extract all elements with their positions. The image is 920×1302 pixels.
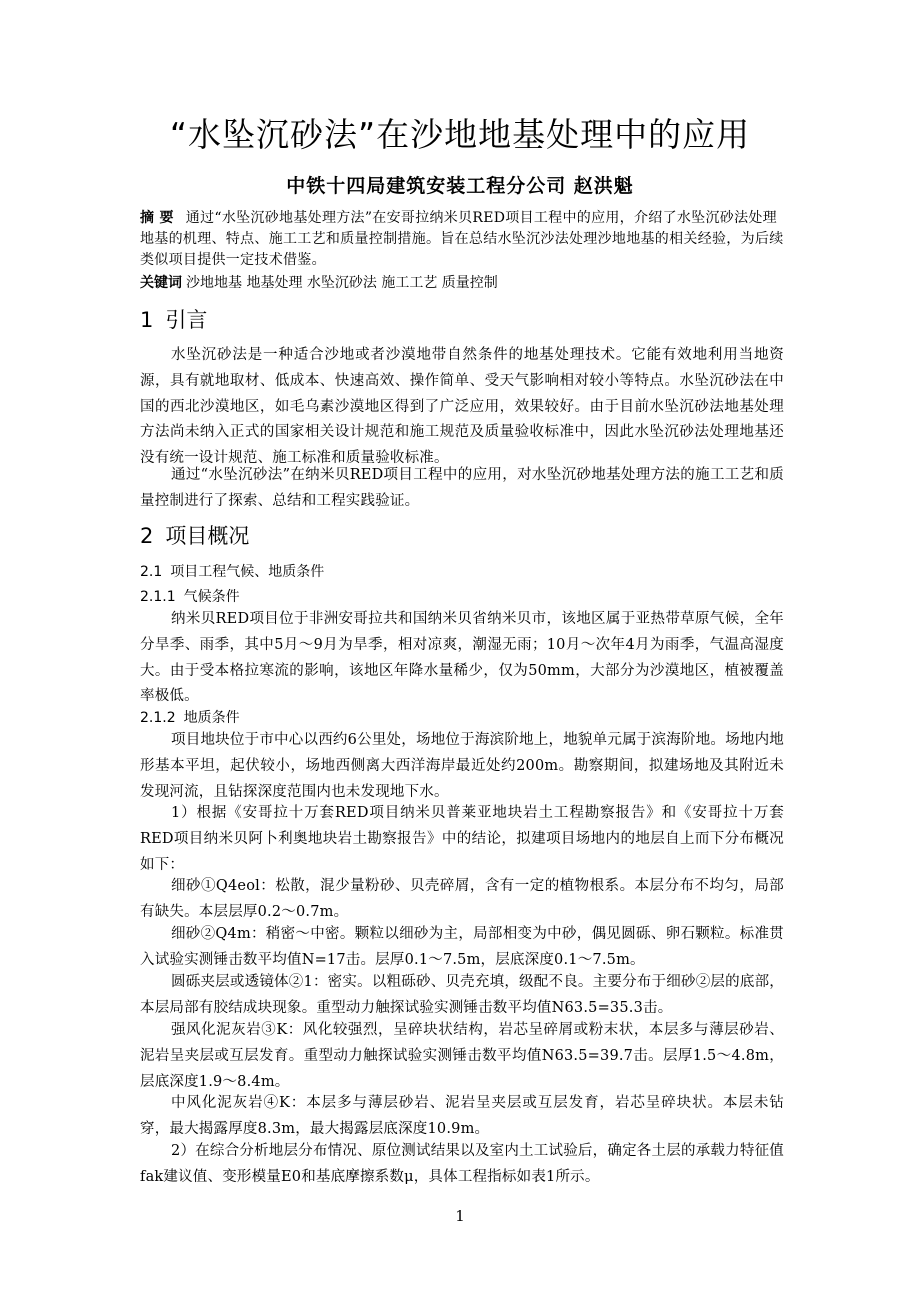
paragraph: 中风化泥灰岩④K：本层多与薄层砂岩、泥岩呈夹层或互层发育，岩芯呈碎块状。本层未钻穿，最大揭露厚度8.3m，最大揭露层底深度10.9m。: [140, 1095, 784, 1137]
paragraph: 水坠沉砂法是一种适合沙地或者沙漠地带自然条件的地基处理技术。它能有效地利用当地资源，具有就地取材、低成本、快速高效、操作简单、受天气影响相对较小等特点。水坠沉砂法在中国的西北沙漠地区，如毛乌素沙漠地区得到了广泛应用，效果较好。由于目前水坠沉砂法地基处理方法尚未纳入正式的国家相关设计规范和施工规范及质量验收标准中，因此水坠沉砂法处理地基还没有统一设计规范、施工标准和质量验收标准。: [140, 347, 784, 467]
section-number: 1: [140, 308, 154, 332]
paragraph: 细砂①Q4eol：松散，混少量粉砂、贝壳碎屑，含有一定的植物根系。本层分布不均匀，局部有缺失。本层层厚0.2～0.7m。: [140, 878, 784, 920]
keywords-label: 关键词: [140, 275, 182, 291]
section-number: 2: [140, 524, 154, 548]
subsection-number: 2.1.2: [140, 710, 176, 726]
subsection-title: 地质条件: [183, 710, 240, 726]
subsection-heading: [140, 562, 324, 582]
paragraph: 纳米贝RED项目位于非洲安哥拉共和国纳米贝省纳米贝市，该地区属于亚热带草原气候，全年分旱季、雨季，其中5月～9月为旱季，相对凉爽，潮湿无雨；10月～次年4月为雨季，气温高湿度大。由于受本格拉寒流的影响，该地区年降水量稀少，仅为50mm，大部分为沙漠地区，植被覆盖率极低。: [140, 611, 784, 705]
author-line: 中铁十四局建筑安装工程分公司 赵洪魁: [286, 175, 634, 197]
subsection-heading: [140, 708, 240, 728]
paragraph: 强风化泥灰岩③K：风化较强烈，呈碎块状结构，岩芯呈碎屑或粉末状，本层多与薄层砂岩、泥岩呈夹层或互层发育。重型动力触探试验实测锤击数平均值N63.5=39.7击。层厚1.5～4.8m，层底深度1.9～8.4m。: [140, 1022, 784, 1090]
paragraph: 通过“水坠沉砂法”在纳米贝RED项目工程中的应用，对水坠沉砂地基处理方法的施工工艺和质量控制进行了探索、总结和工程实践验证。: [140, 467, 784, 509]
subsection-title: 项目工程气候、地质条件: [170, 564, 325, 580]
section-heading-project-overview: [140, 521, 249, 551]
subsection-heading: [140, 587, 240, 607]
paragraph: 项目地块位于市中心以西约6公里处，场地位于海滨阶地上，地貌单元属于滨海阶地。场地内地形基本平坦，起伏较小，场地西侧离大西洋海岸最近处约200m。勘察期间，拟建场地及其附近未发现河流，且钻探深度范围内也未发现地下水。: [140, 732, 784, 800]
section-title: 项目概况: [165, 524, 250, 548]
paragraph: 细砂②Q4m：稍密～中密。颗粒以细砂为主，局部相变为中砂，偶见圆砾、卵石颗粒。标准贯入试验实测锤击数平均值N=17击。层厚0.1～7.5m，层底深度0.1～7.5m。: [140, 926, 784, 968]
subsection-number: 2.1.1: [140, 589, 176, 605]
document-title: “水坠沉砂法”在沙地地基处理中的应用: [169, 115, 751, 154]
subsection-title: 气候条件: [183, 589, 240, 605]
keywords-text: 沙地地基 地基处理 水坠沉砂法 施工工艺 质量控制: [186, 275, 498, 291]
paragraph: 2）在综合分析地层分布情况、原位测试结果以及室内土工试验后，确定各土层的承载力特征值fak建议值、变形模量E0和基底摩擦系数μ，具体工程指标如表1所示。: [140, 1143, 784, 1185]
paragraph: 圆砾夹层或透镜体②1：密实。以粗砾砂、贝壳充填，级配不良。主要分布于细砂②层的底部，本层局部有胶结成块现象。重型动力触探试验实测锤击数平均值N63.5=35.3击。: [140, 974, 784, 1016]
abstract: [140, 208, 785, 271]
abstract-text: 通过“水坠沉砂地基处理方法”在安哥拉纳米贝RED项目工程中的应用，介绍了水坠沉砂法处理地基的机理、特点、施工工艺和质量控制措施。旨在总结水坠沉沙法处理沙地地基的相关经验，为后续类似项目提供一定技术借鉴。: [140, 210, 784, 268]
abstract-label: 摘 要: [140, 210, 174, 226]
keywords: [140, 272, 785, 294]
paragraph: 1）根据《安哥拉十万套RED项目纳米贝普莱亚地块岩土工程勘察报告》和《安哥拉十万套RED项目纳米贝阿卜利奥地块岩土勘察报告》中的结论，拟建项目场地内的地层自上而下分布概况如下：: [140, 805, 784, 873]
section-heading-introduction: [140, 305, 207, 335]
subsection-number: 2.1: [140, 564, 163, 580]
page-number: 1: [455, 1207, 465, 1225]
section-title: 引言: [165, 308, 208, 332]
